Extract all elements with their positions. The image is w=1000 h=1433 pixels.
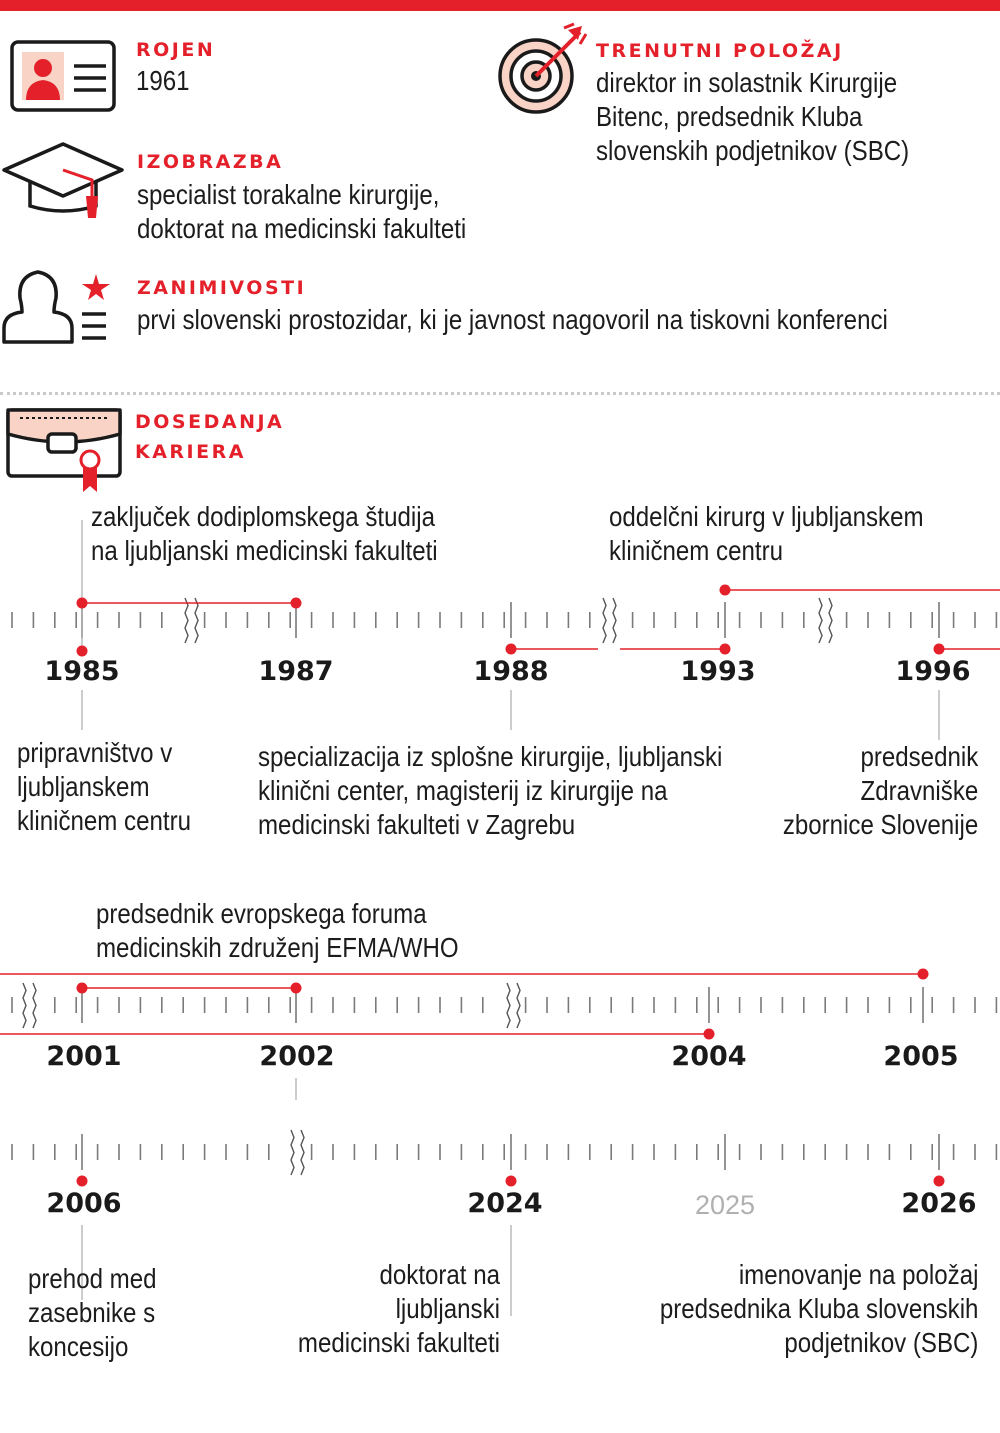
year-label: 2005 [883,1041,959,1072]
timeline-break-icon [291,1130,294,1175]
year-label: 1987 [258,656,334,687]
education-line: doktorat na medicinski fakulteti [137,213,467,244]
timeline-break-icon [613,598,616,643]
event-line: kliničnem centru [17,805,191,836]
education-label: IZOBRAZBA [137,151,284,173]
event-line: zasebnike s [28,1297,156,1328]
event-line: klinični center, magisterij iz kirurgije na [258,775,668,806]
trivia-label: ZANIMIVOSTI [137,277,307,299]
event-dot [918,969,929,980]
event-line: Zdravniške [860,775,978,806]
event-line: medicinski fakulteti v Zagrebu [258,809,576,840]
event-2024-doctorate [298,1258,500,1360]
event-1985-internship [17,736,191,838]
event-line: ljubljanski [395,1293,500,1324]
position-line: Bitenc, predsednik Kluba [596,101,863,132]
trivia-value: prvi slovenski prostozidar, ki je javnost nagovoril na tiskovni konferenci [137,304,888,335]
event-line: predsednika Kluba slovenskih [659,1293,978,1324]
event-line: zbornice Slovenije [782,809,978,840]
event-line: pripravništvo v [17,737,173,768]
event-line: na ljubljanski medicinski fakulteti [91,535,438,566]
year-label: 2001 [46,1041,122,1072]
year-label: 2024 [467,1188,543,1219]
event-dot [506,1176,517,1187]
event-dot [720,644,731,655]
event-1996-president [783,740,978,842]
timeline-break-icon [185,598,188,643]
event-dot [77,983,88,994]
event-line: medicinski fakulteti [297,1327,500,1358]
timeline-break-icon [829,598,832,643]
event-dot [934,644,945,655]
event-line: ljubljanskem [17,771,150,802]
event-dot [720,585,731,596]
event-dot [291,983,302,994]
event-line: podjetnikov (SBC) [783,1327,978,1358]
event-line: predsednik evropskega foruma [96,898,427,929]
event-line: zaključek dodiplomskega študija [91,501,435,532]
event-dot [77,646,88,657]
timeline-break-icon [301,1130,304,1175]
event-line: oddelčni kirurg v ljubljanskem [609,501,924,532]
timeline-break-icon [195,598,198,643]
born-value: 1961 [136,65,190,96]
year-label: 1996 [895,656,971,687]
event-1985-graduation [91,500,438,568]
born-label: ROJEN [136,39,216,61]
year-label: 1985 [44,656,120,687]
event-line: koncesijo [28,1331,129,1362]
position-line: direktor in solastnik Kirurgije [596,67,898,98]
event-dot [506,644,517,655]
timeline-break-icon [517,983,520,1028]
year-label: 2026 [901,1188,977,1219]
event-1993-surgeon [609,500,924,568]
event-2001-efma [96,897,459,965]
event-line: doktorat na [379,1259,500,1290]
event-dot [934,1176,945,1187]
event-2006-concession [28,1262,157,1364]
event-line: kliničnem centru [609,535,783,566]
education-line: specialist torakalne kirurgije, [137,179,440,210]
event-line: imenovanje na položaj [738,1259,978,1290]
position-label: TRENUTNI POLOŽAJ [596,40,844,62]
event-dot [291,598,302,609]
timeline-break-icon [23,983,26,1028]
event-dot [704,1029,715,1040]
year-label: 1988 [473,656,549,687]
event-line: medicinskih združenj EFMA/WHO [96,932,459,963]
event-line: predsednik [860,741,978,772]
timeline-break-icon [33,983,36,1028]
event-dot [77,598,88,609]
event-2026-sbc [659,1258,978,1360]
year-label: 1993 [680,656,756,687]
event-dot [77,1176,88,1187]
career-label-line: KARIERA [135,441,246,463]
event-1988-specialization [258,740,722,842]
career-label-line: DOSEDANJA [135,411,285,433]
year-label: 2004 [671,1041,747,1072]
year-label: 2025 [694,1190,756,1220]
event-line: prehod med [28,1263,157,1294]
position-line: slovenskih podjetnikov (SBC) [596,135,910,166]
timeline-break-icon [507,983,510,1028]
year-label: 2002 [259,1041,335,1072]
event-line: specializacija iz splošne kirurgije, ljubljanski [258,741,723,772]
timeline-break-icon [819,598,822,643]
timeline-break-icon [603,598,606,643]
year-label: 2006 [46,1188,122,1219]
